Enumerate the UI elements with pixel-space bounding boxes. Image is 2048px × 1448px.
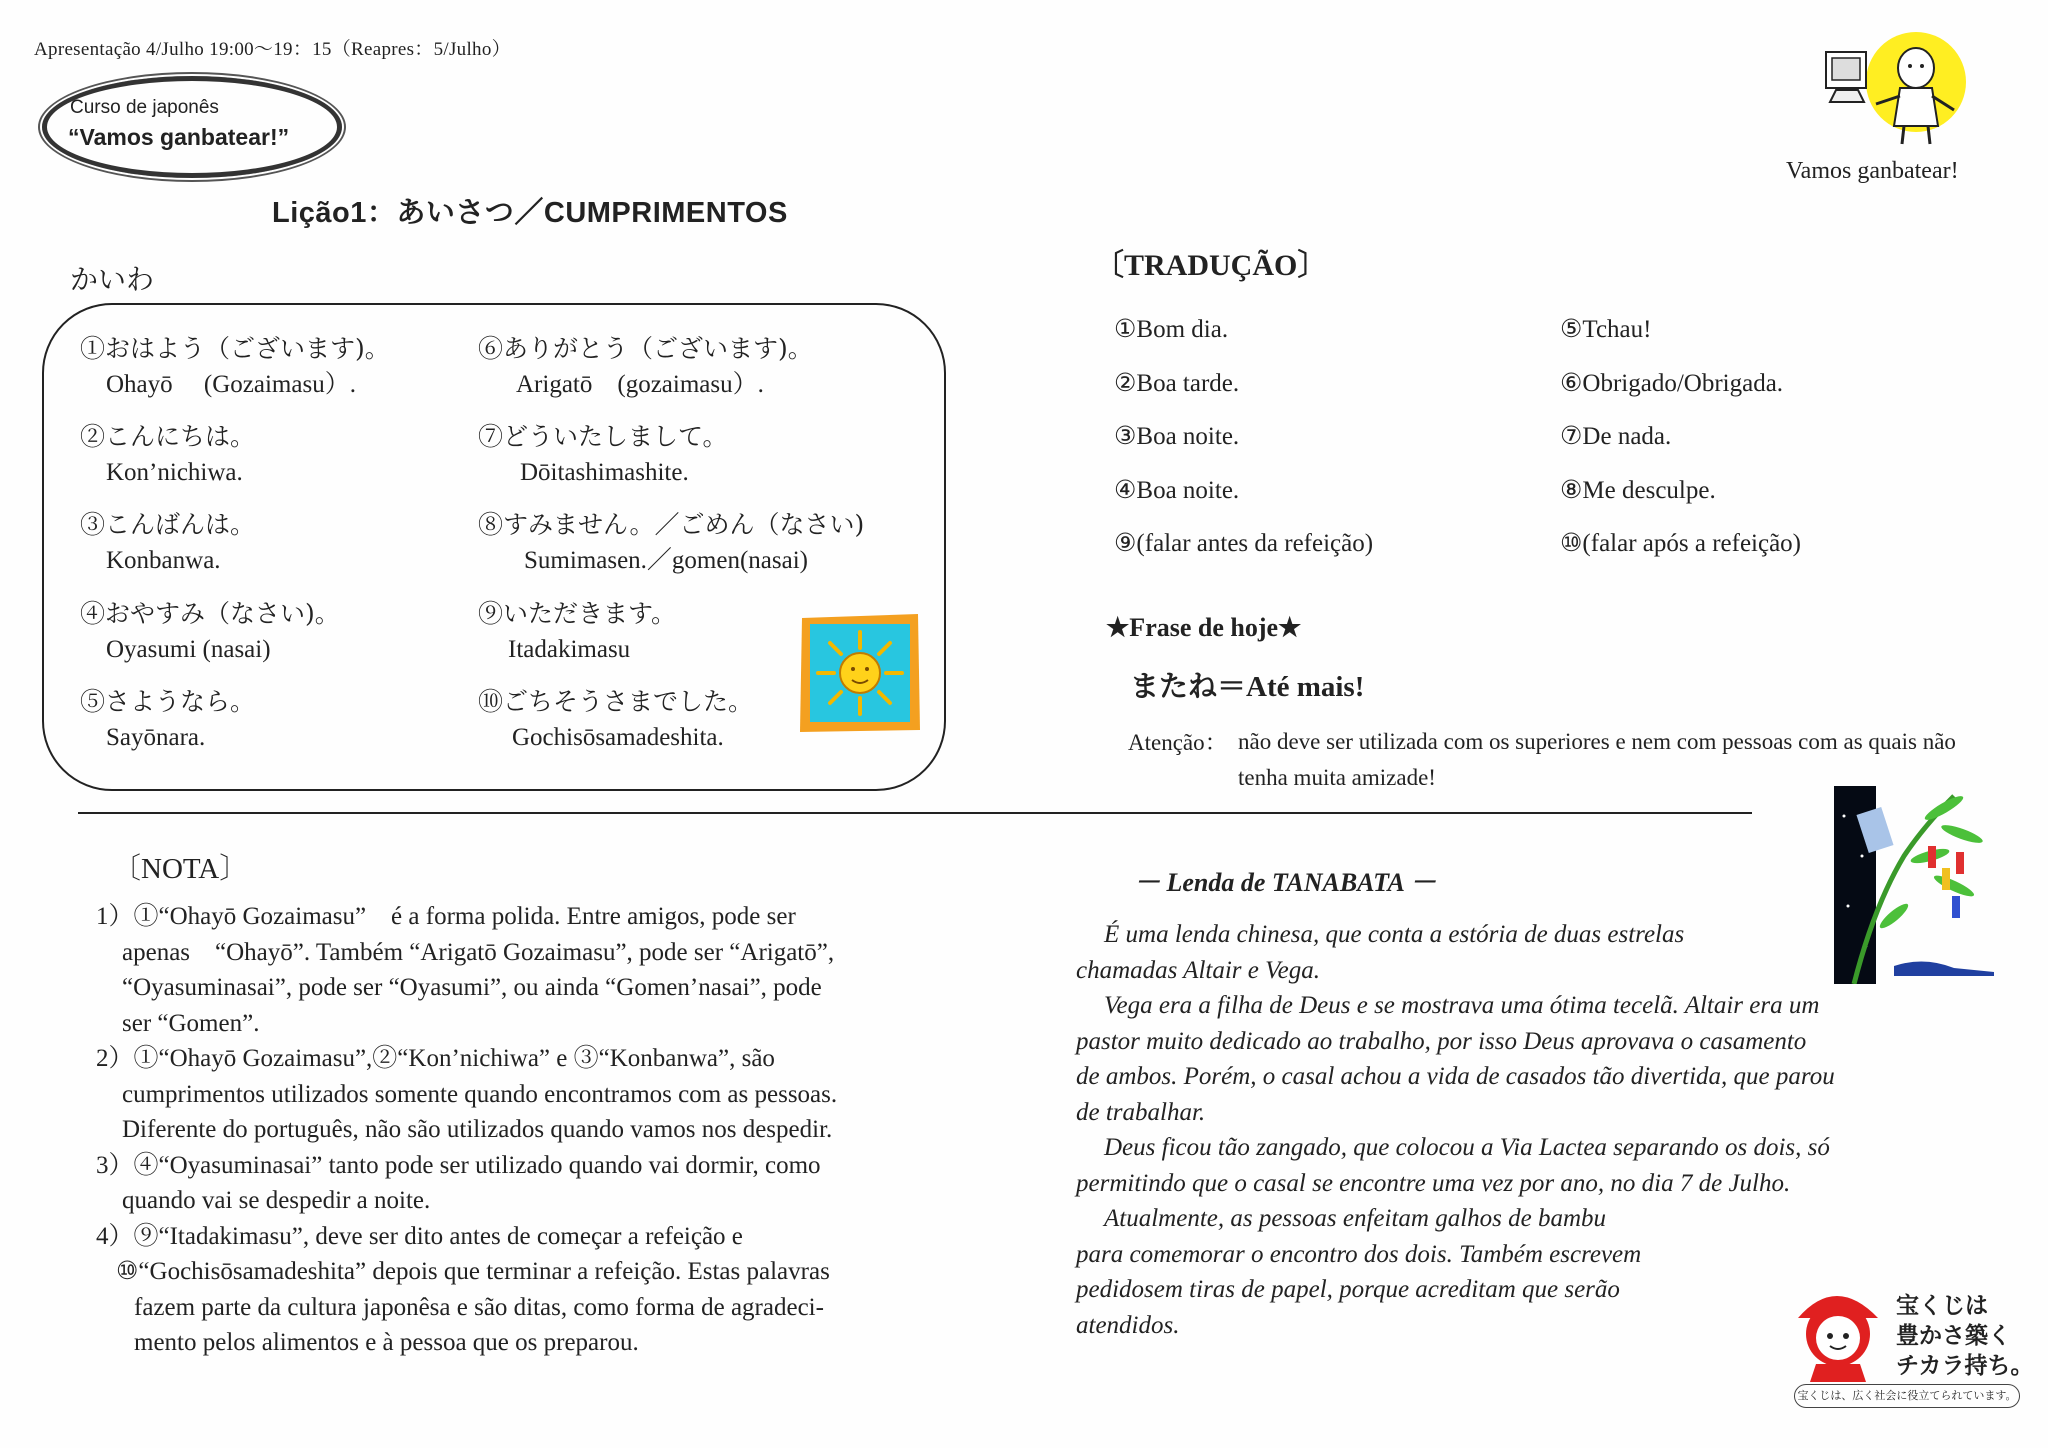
traducao-item: ②Boa tarde. [1114,370,1240,397]
lenda-title: － Lenda de TANABATA － [1134,868,1436,897]
tanabata-bamboo-icon [1834,786,1994,984]
mascot-caption: Vamos ganbatear! [1786,158,1959,184]
nota-line: 4）⑨“Itadakimasu”, deve ser dito antes de começar a refeição e [96,1223,743,1250]
kaiwa-item: ⑥ありがとう（ございます)。 Arigatō (gozaimasu）. [478,334,813,398]
atencao-text: não deve ser utilizada com os superiores e nem com pessoas com as quais não tenha muita amizade! [1238,729,1956,790]
nota-line: Diferente do português, não são utilizados quando vamos nos despedir. [122,1116,833,1143]
nota-line: fazem parte da cultura japonêsa e são ditas, como forma de agradeci- [134,1294,824,1321]
nota-line: cumprimentos utilizados somente quando encontramos com as pessoas. [122,1081,838,1108]
nota-line: ser “Gomen”. [122,1010,260,1037]
kaiwa-item: ②こんにちは。 Kon’nichiwa. [80,422,256,486]
frase-main: またね＝Até mais! [1130,671,1365,703]
traducao-item: ⑨(falar antes da refeição) [1114,530,1374,557]
lenda-line: Atualmente, as pessoas enfeitam galhos de bambu [1104,1205,1607,1232]
course-title: “Vamos ganbatear!” [68,124,290,150]
traducao-item: ①Bom dia. [1114,316,1229,343]
lenda-line: pedidosem tiras de papel, porque acreditam que serão [1076,1276,1620,1303]
traducao-item: ③Boa noite. [1114,423,1240,450]
nota-line: mento pelos alimentos e à pessoa que os preparou. [134,1329,639,1356]
lottery-slogan: 宝くじは 豊かさ築く チカラ持ち。 [1896,1292,2034,1378]
traducao-item: ④Boa noite. [1114,477,1240,504]
mascot-icon [1818,30,1978,150]
nota-line: apenas “Ohayō”. Também “Arigatō Gozaimasu”, pode ser “Arigatō”, [122,939,835,966]
nota-line: 3）④“Oyasuminasai” tanto pode ser utilizado quando vai dormir, como [96,1152,821,1179]
kaiwa-title: かいわ [70,263,155,296]
course-subtitle: Curso de japonês [70,97,219,118]
lenda-line: Deus ficou tão zangado, que colocou a Via Lactea separando os dois, só [1104,1134,1830,1161]
lenda-line: Vega era a filha de Deus e se mostrava uma ótima tecelã. Altair era um [1104,992,1820,1019]
nota-line: 2）①“Ohayō Gozaimasu”,②“Kon’nichiwa” e ③“Konbanwa”, são [96,1045,775,1072]
lenda-line: permitindo que o casal se encontre uma vez por ano, no dia 7 de Julho. [1076,1170,1791,1197]
lenda-line: de trabalhar. [1076,1099,1206,1126]
nota-line: 1）①“Ohayō Gozaimasu” é a forma polida. Entre amigos, pode ser [96,903,796,930]
lenda-line: pastor muito dedicado ao trabalho, por isso Deus aprovava o casamento [1076,1028,1807,1055]
presentation-schedule: Apresentação 4/Julho 19:00〜19：15（Reapres：5/Julho） [34,39,511,60]
kaiwa-item: ③こんばんは。 Konbanwa. [80,510,256,574]
atencao-label: Atenção： [1128,730,1228,755]
nota-line: ⑩“Gochisōsamadeshita” depois que terminar a refeição. Estas palavras [116,1258,830,1285]
lenda-line: de ambos. Porém, o casal achou a vida de casados tão divertida, que parou [1076,1063,1835,1090]
traducao-item: ⑧Me desculpe. [1560,477,1716,504]
lenda-line: para comemorar o encontro dos dois. Também escrevem [1076,1241,1642,1268]
traducao-item: ⑦De nada. [1560,423,1672,450]
lenda-line: atendidos. [1076,1312,1180,1339]
lenda-line: É uma lenda chinesa, que conta a estória de duas estrelas [1104,921,1685,948]
traducao-title: 〔TRADUÇÃO〕 [1094,249,1328,282]
kaiwa-item: ⑦どういたしまして。 Dōitashimashite. [478,422,728,486]
kaiwa-item: ①おはよう（ございます)。 Ohayō (Gozaimasu）. [80,334,390,398]
lesson-title: Lição1：あいさつ／CUMPRIMENTOS [272,197,788,229]
nota-line: quando vai se despedir a noite. [122,1187,431,1214]
section-divider [78,812,1752,814]
traducao-item: ⑥Obrigado/Obrigada. [1560,370,1784,397]
kaiwa-item: ④おやすみ（なさい)。 Oyasumi (nasai) [80,599,340,663]
nota-title: 〔NOTA〕 [112,853,249,885]
lottery-tagline: 宝くじは、広く社会に役立てられています。 [1794,1384,2020,1408]
sun-icon [798,612,922,734]
kaiwa-item: ⑨いただきます。 Itadakimasu [478,599,677,663]
traducao-item: ⑩(falar após a refeição) [1560,530,1802,557]
kaiwa-item: ⑩ごちそうさまでした。 Gochisōsamadeshita. [478,687,754,751]
kaiwa-item: ⑧すみません。／ごめん（なさい) Sumimasen.／gomen(nasai) [478,510,865,574]
nota-line: “Oyasuminasai”, pode ser “Oyasumi”, ou ainda “Gomen’nasai”, pode [122,974,822,1001]
lenda-line: chamadas Altair e Vega. [1076,957,1320,984]
kaiwa-item: ⑤さようなら。 Sayōnara. [80,687,256,751]
traducao-item: ⑤Tchau! [1560,316,1652,343]
frase-title: ★Frase de hoje★ [1106,613,1302,642]
